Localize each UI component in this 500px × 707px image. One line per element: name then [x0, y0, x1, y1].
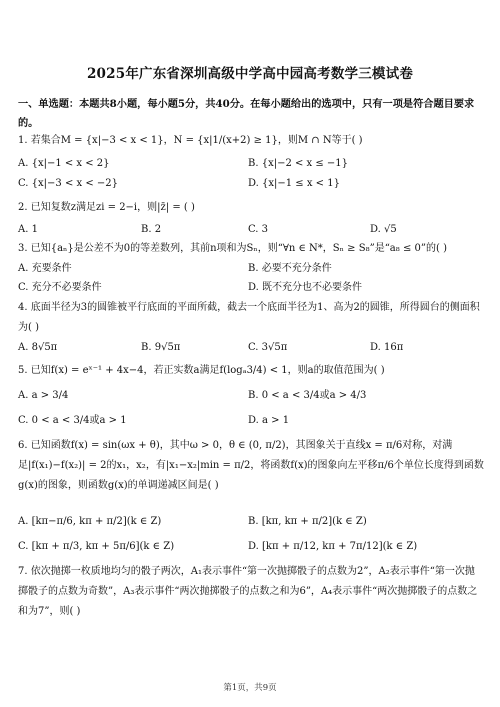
question-2-option-b: B. 2 [141, 224, 162, 235]
question-4-option-d: D. 16π [370, 342, 404, 353]
question-3-option-b: B. 必要不充分条件 [248, 263, 332, 274]
question-6-option-d: D. [kπ + π/12, kπ + 7π/12](k ∈ Z) [248, 541, 418, 552]
question-4-stem: 4. 底面半径为3的圆锥被平行底面的平面所截，截去一个底面半径为1、高为2的圆锥，所得圆台的侧面积为( ) [18, 302, 480, 333]
question-3-option-c: C. 充分不必要条件 [18, 282, 102, 293]
question-1-stem: 1. 若集合M = {x|−3 < x < 1}，N = {x|1/(x+2) ≥ 1}，则M ∩ N等于( ) [18, 135, 363, 146]
question-1-option-c: C. {x|−3 < x < −2} [18, 178, 118, 189]
page-title: 2025年广东省深圳高级中学高中园高考数学三模试卷 [86, 66, 414, 82]
page-footer: 第1页，共9页 [223, 683, 277, 693]
question-1-option-d: D. {x|−1 ≤ x < 1} [248, 178, 340, 189]
question-2-stem: 2. 已知复数z满足zi = 2−i，则|z̄| = ( ) [18, 202, 195, 213]
question-3-stem: 3. 已知{aₙ}是公差不为0的等差数列，其前n项和为Sₙ，则“∀n ∈ N*，Sₙ ≥ S₈”是“a₈ ≤ 0”的( ) [18, 243, 447, 254]
question-7-stem: 7. 依次抛掷一枚质地均匀的骰子两次，A₁表示事件“第一次抛掷骰子的点数为2”，A₂表示事件“第一次抛掷骰子的点数为奇数”，A₃表示事件“两次抛掷骰子的点数之和为6”，A₄表示事件“两次抛掷骰子的点数之和为7”，则( ) [18, 566, 478, 617]
question-6-stem: 6. 已知函数f(x) = sin(ωx + θ)，其中ω > 0，θ ∈ (0, π/2)，其图象关于直线x = π/6对称，对满足|f(x₁)−f(x₂)| = 2的x₁，x₂，有|x₁−x₂|min = π/2，将函数f(x)的图象向左平移π/6个单位长度得到函数g(x)的图象，则函数g(x)的单调递减区间是( ) [18, 440, 484, 491]
question-2-option-a: A. 1 [18, 224, 38, 235]
question-5-option-a: A. a > 3/4 [18, 390, 69, 401]
question-4-option-b: B. 9√5π [141, 342, 181, 353]
question-2-option-c: C. 3 [248, 224, 269, 235]
question-2-option-d: D. √5 [370, 224, 397, 235]
question-6-option-b: B. [kπ, kπ + π/2](k ∈ Z) [248, 516, 367, 527]
question-5-option-b: B. 0 < a < 3/4或a > 4/3 [248, 390, 367, 401]
question-5-option-d: D. a > 1 [248, 415, 290, 426]
question-4-option-c: C. 3√5π [248, 342, 288, 353]
question-1-option-a: A. {x|−1 < x < 2} [18, 158, 110, 169]
question-6-option-c: C. [kπ + π/3, kπ + 5π/6](k ∈ Z) [18, 541, 175, 552]
question-5-stem: 5. 已知f(x) = eˣ⁻¹ + 4x−4，若正实数a满足f(logₐ3/4) < 1，则a的取值范围为( ) [18, 365, 385, 376]
question-3-option-a: A. 充要条件 [18, 263, 72, 274]
question-4-option-a: A. 8√5π [18, 342, 58, 353]
question-1-option-b: B. {x|−2 < x ≤ −1} [248, 158, 349, 169]
question-6-option-a: A. [kπ−π/6, kπ + π/2](k ∈ Z) [18, 516, 162, 527]
question-5-option-c: C. 0 < a < 3/4或a > 1 [18, 415, 127, 426]
question-3-option-d: D. 既不充分也不必要条件 [248, 282, 363, 293]
section-heading: 一、单选题：本题共8小题，每小题5分，共40分。在每小题给出的选项中，只有一项是符合题目要求的。 [18, 98, 475, 129]
